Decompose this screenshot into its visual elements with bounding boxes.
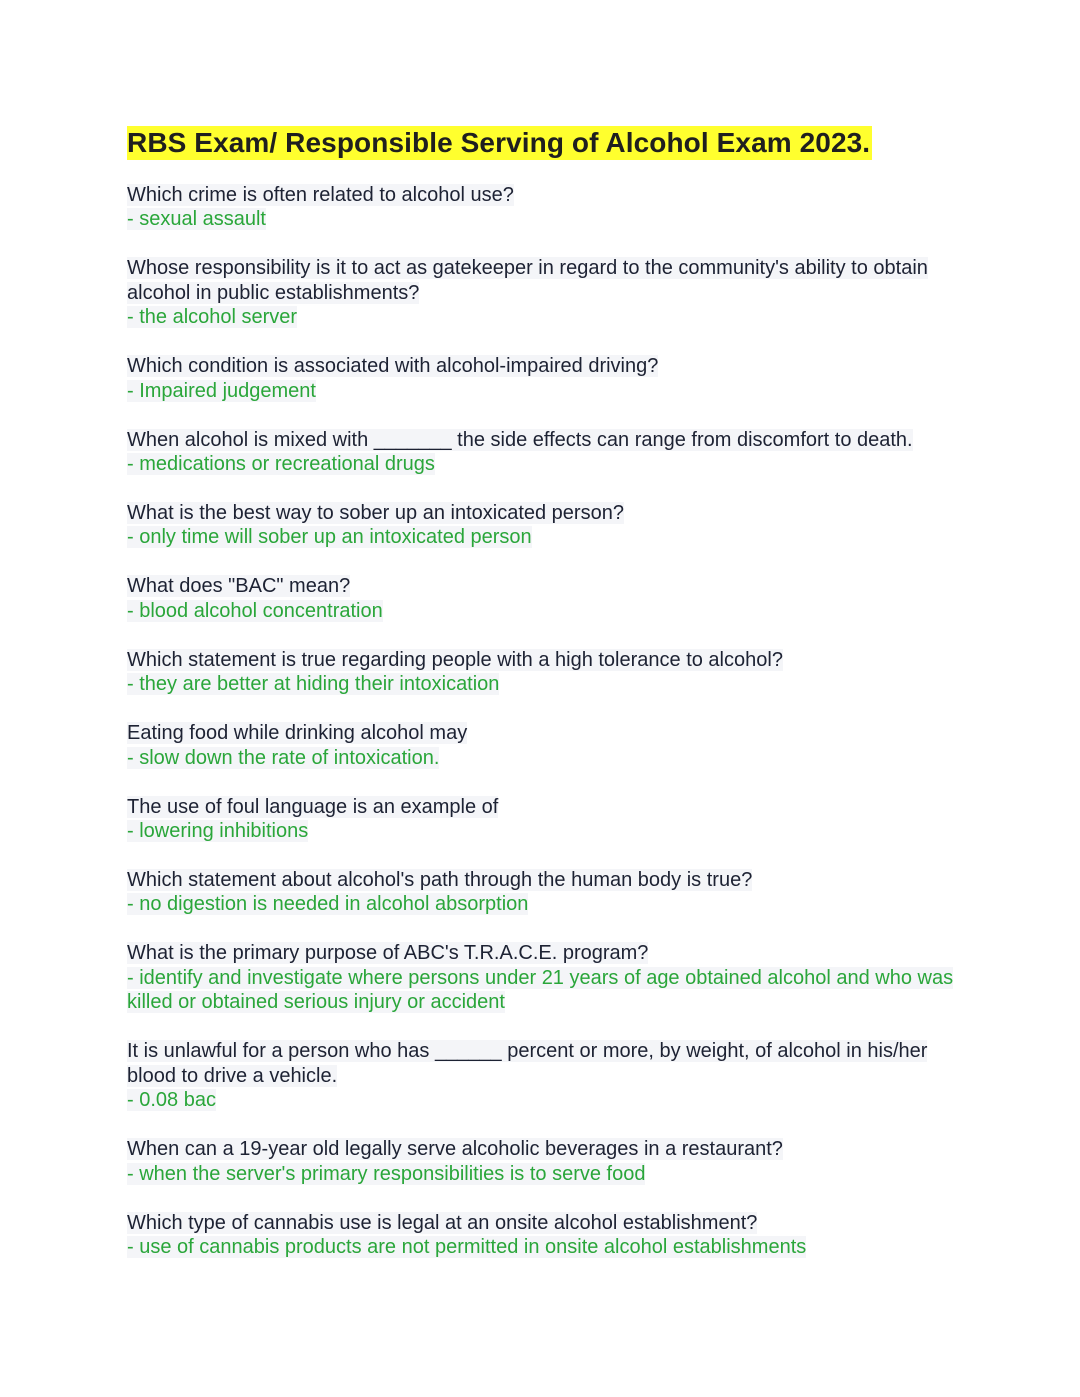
qa-item [127,183,957,232]
answer-text: - the alcohol server [127,306,298,329]
qa-item [127,795,957,844]
question-text: What does "BAC" mean? [127,575,351,598]
document-page [127,126,957,1284]
answer-text: - lowering inhibitions [127,820,309,843]
answer-text: - they are better at hiding their intoxication [127,673,500,696]
answer-text: - slow down the rate of intoxication. [127,746,440,769]
question-text: When can a 19-year old legally serve alcoholic beverages in a restaurant? [127,1138,783,1161]
answer-text: - identify and investigate where persons under 21 years of age obtained alcohol and who was killed or obtained serious injury or accident [127,966,954,1014]
question-text: Which crime is often related to alcohol use? [127,184,514,206]
qa-item [127,648,957,697]
answer-text: - medications or recreational drugs [127,453,435,476]
qa-item [127,354,957,403]
answer-text: - sexual assault [127,208,266,231]
qa-item [127,256,957,329]
qa-item [127,501,957,550]
answer-text: - blood alcohol concentration [127,599,383,622]
question-text: Which statement about alcohol's path through the human body is true? [127,869,753,892]
answer-text: - use of cannabis products are not permitted in onsite alcohol establishments [127,1235,807,1258]
question-text: Which type of cannabis use is legal at an onsite alcohol establishment? [127,1211,758,1234]
question-text: What is the best way to sober up an intoxicated person? [127,502,624,525]
qa-item [127,1039,957,1112]
question-text: Eating food while drinking alcohol may [127,722,468,745]
qa-item [127,721,957,770]
qa-item [127,868,957,917]
question-text: The use of foul language is an example of [127,795,499,818]
answer-text: - Impaired judgement [127,379,316,402]
question-text: When alcohol is mixed with _______ the side effects can range from discomfort to death. [127,428,913,451]
answer-text: - no digestion is needed in alcohol absorption [127,893,529,916]
answer-text: - when the server's primary responsibilities is to serve food [127,1162,646,1185]
question-text: What is the primary purpose of ABC's T.R.A.C.E. program? [127,942,649,965]
qa-item [127,941,957,1014]
answer-text: - only time will sober up an intoxicated person [127,526,532,549]
qa-item [127,1137,957,1186]
qa-item [127,1211,957,1260]
question-text: It is unlawful for a person who has ______ percent or more, by weight, of alcohol in his/her blood to drive a vehicle. [127,1040,928,1087]
qa-item [127,428,957,477]
qa-item [127,574,957,623]
document-title: RBS Exam/ Responsible Serving of Alcohol Exam 2023. [127,127,871,158]
question-text: Which condition is associated with alcohol-impaired driving? [127,355,659,378]
answer-text: - 0.08 bac [127,1089,216,1112]
question-text: Which statement is true regarding people with a high tolerance to alcohol? [127,648,783,671]
question-text: Whose responsibility is it to act as gatekeeper in regard to the community's ability to obtain alcohol in public establishments? [127,257,928,304]
